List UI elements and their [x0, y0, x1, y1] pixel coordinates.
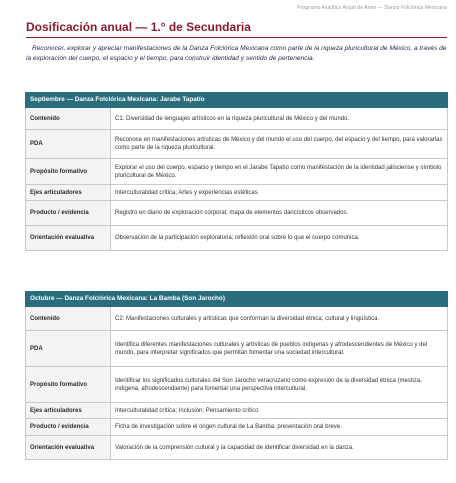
row-label: Ejes articuladores	[26, 185, 111, 201]
row-value: Ficha de investigación sobre el origen cultural de La Bamba; presentación oral breve.	[111, 419, 448, 436]
row-label: Propósito formativo	[26, 159, 111, 185]
row-label: Ejes articuladores	[26, 403, 111, 419]
section-heading: Octubre — Danza Folclórica Mexicana: La Bamba (Son Jarocho)	[26, 292, 448, 307]
section-heading: Septiembre — Danza Folclórica Mexicana: Jarabe Tapatío	[26, 93, 448, 108]
row-value: Interculturalidad crítica; Artes y experiencias estéticas	[111, 185, 448, 201]
row-value: Reconoce en manifestaciones artísticas de México y del mundo el uso del cuerpo, del espacio y del tiempo, para valorarlas como parte de la riqueza pluricultural.	[111, 130, 448, 159]
row-value: C2: Manifestaciones culturales y artísticas que conforman la diversidad étnica, cultural y lingüística.	[111, 307, 448, 331]
row-value: C1: Diversidad de lenguajes artísticos en la riqueza pluricultural de México y del mundo.	[111, 108, 448, 130]
table-row	[26, 130, 448, 159]
september-plan-table	[25, 92, 448, 251]
table-row	[26, 201, 448, 226]
row-label: Contenido	[26, 307, 111, 331]
section-header-row	[26, 292, 448, 307]
table-row	[26, 419, 448, 436]
row-label: PDA	[26, 331, 111, 367]
row-label: Contenido	[26, 108, 111, 130]
row-value: Explorar el uso del cuerpo, espacio y tiempo en el Jarabe Tapatío como manifestación de la identidad jalisciense y símbolo pluricultural de México.	[111, 159, 448, 185]
running-head: Programa Analítico Anual de Artes — Danza Folclórica Mexicana	[297, 5, 447, 11]
table-row	[26, 403, 448, 419]
october-plan-table	[25, 291, 448, 460]
row-value: Interculturalidad crítica; Inclusión; Pensamiento crítico	[111, 403, 448, 419]
row-value: Observación de la participación exploratoria; reflexión oral sobre lo que el cuerpo comunica.	[111, 226, 448, 251]
row-label: Propósito formativo	[26, 367, 111, 403]
row-label: Orientación evaluativa	[26, 226, 111, 251]
row-value: Registro en diario de exploración corporal; mapa de elementos dancísticos observados.	[111, 201, 448, 226]
table-row	[26, 307, 448, 331]
row-value: Valoración de la comprensión cultural y la capacidad de identificar diversidad en la danza.	[111, 436, 448, 460]
table-row	[26, 108, 448, 130]
row-label: Producto / evidencia	[26, 201, 111, 226]
table-row	[26, 226, 448, 251]
table-row	[26, 185, 448, 201]
table-row	[26, 367, 448, 403]
page-title: Dosificación anual — 1.° de Secundaria	[26, 20, 447, 38]
table-row	[26, 436, 448, 460]
table-row	[26, 331, 448, 367]
row-label: PDA	[26, 130, 111, 159]
table-row	[26, 159, 448, 185]
intro-paragraph: Reconocer, explorar y apreciar manifestaciones de la Danza Folclórica Mexicana como parte de la riqueza pluricultural de México, a través de la exploración del cuerpo, el espacio y el tiempo, para construir identidad y sentido de pertenencia.	[26, 45, 447, 63]
row-label: Producto / evidencia	[26, 419, 111, 436]
row-value: Identificar los significados culturales del Son Jarocho veracruzano como expresión de la diversidad étnica (mestiza, indígena, afrodescendiente) para fomentar una perspectiva intercultural.	[111, 367, 448, 403]
section-header-row	[26, 93, 448, 108]
row-value: Identifica diferentes manifestaciones culturales y artísticas de pueblos indígenas y afrodescendientes de México y del mundo, para interpretar significados que permitan fomentar una sociedad intercultural.	[111, 331, 448, 367]
row-label: Orientación evaluativa	[26, 436, 111, 460]
